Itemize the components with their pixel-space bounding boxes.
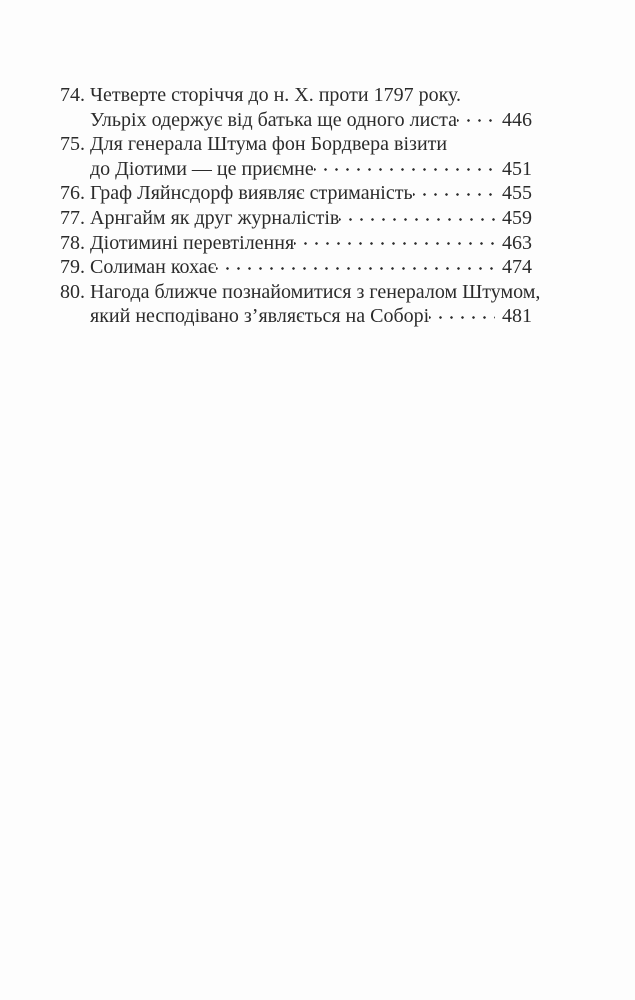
chapter-title-text: Арнгайм як друг журналістів bbox=[90, 206, 340, 229]
chapter-number: 79. bbox=[60, 256, 85, 279]
chapter-title-text: який несподівано з’являється на Соборі bbox=[90, 305, 430, 328]
chapter-title-line-with-leader bbox=[90, 206, 532, 231]
page-number: 463 bbox=[502, 231, 532, 254]
chapter-title-text: Діотимині перевтілення bbox=[90, 231, 295, 254]
toc-entry bbox=[60, 255, 532, 280]
chapter-number: 75. bbox=[60, 133, 85, 156]
chapter-title-line: Нагода ближче познайомитися з генералом Штумом, bbox=[90, 280, 541, 303]
page-number: 459 bbox=[502, 206, 532, 229]
chapter-title-block bbox=[90, 280, 541, 329]
chapter-title-line-with-leader bbox=[90, 304, 532, 329]
chapter-title-block bbox=[90, 83, 532, 132]
chapter-number: 74. bbox=[60, 84, 85, 106]
dot-leader bbox=[413, 181, 495, 206]
chapter-title-block bbox=[90, 132, 532, 181]
chapter-title-text: до Діотими — це приємне bbox=[90, 157, 314, 180]
dot-leader bbox=[339, 206, 495, 231]
chapter-title-line-with-leader bbox=[90, 231, 532, 256]
chapter-number: 77. bbox=[60, 206, 85, 229]
chapter-title-line-with-leader bbox=[90, 181, 532, 206]
dot-leader bbox=[216, 255, 495, 280]
dot-leader bbox=[314, 157, 495, 182]
chapter-title-text: Граф Ляйнсдорф виявляє стриманість bbox=[90, 182, 413, 205]
toc-entry bbox=[60, 206, 532, 231]
chapter-title-line-with-leader bbox=[90, 108, 532, 133]
chapter-title-block bbox=[90, 206, 532, 231]
chapter-title-text: Солиман кохає bbox=[90, 256, 217, 279]
chapter-title-block bbox=[90, 255, 532, 280]
chapter-title-block bbox=[90, 181, 532, 206]
toc-entry bbox=[60, 83, 532, 132]
page-number: 474 bbox=[502, 256, 532, 279]
page-number: 455 bbox=[502, 182, 532, 205]
page-number: 446 bbox=[502, 108, 532, 131]
chapter-number: 80. bbox=[60, 280, 85, 303]
table-of-contents bbox=[60, 83, 541, 329]
chapter-number: 78. bbox=[60, 231, 85, 254]
chapter-title-line: Для генерала Штума фон Бордвера візити bbox=[90, 133, 448, 156]
toc-entry bbox=[60, 231, 532, 256]
dot-leader bbox=[294, 231, 495, 256]
toc-entry bbox=[60, 181, 532, 206]
chapter-title-line-with-leader bbox=[90, 157, 532, 182]
chapter-title-block bbox=[90, 231, 532, 256]
chapter-number: 76. bbox=[60, 182, 85, 205]
toc-entry bbox=[60, 280, 541, 329]
toc-entry bbox=[60, 132, 532, 181]
dot-leader bbox=[429, 304, 495, 329]
dot-leader bbox=[457, 108, 495, 133]
page-number: 481 bbox=[502, 305, 532, 328]
chapter-title-line: Четверте сторіччя до н. Х. проти 1797 року. bbox=[90, 84, 462, 106]
chapter-title-line-with-leader bbox=[90, 255, 532, 280]
page-number: 451 bbox=[502, 157, 532, 180]
chapter-title-text: Ульріх одержує від батька ще одного листа bbox=[90, 108, 458, 131]
